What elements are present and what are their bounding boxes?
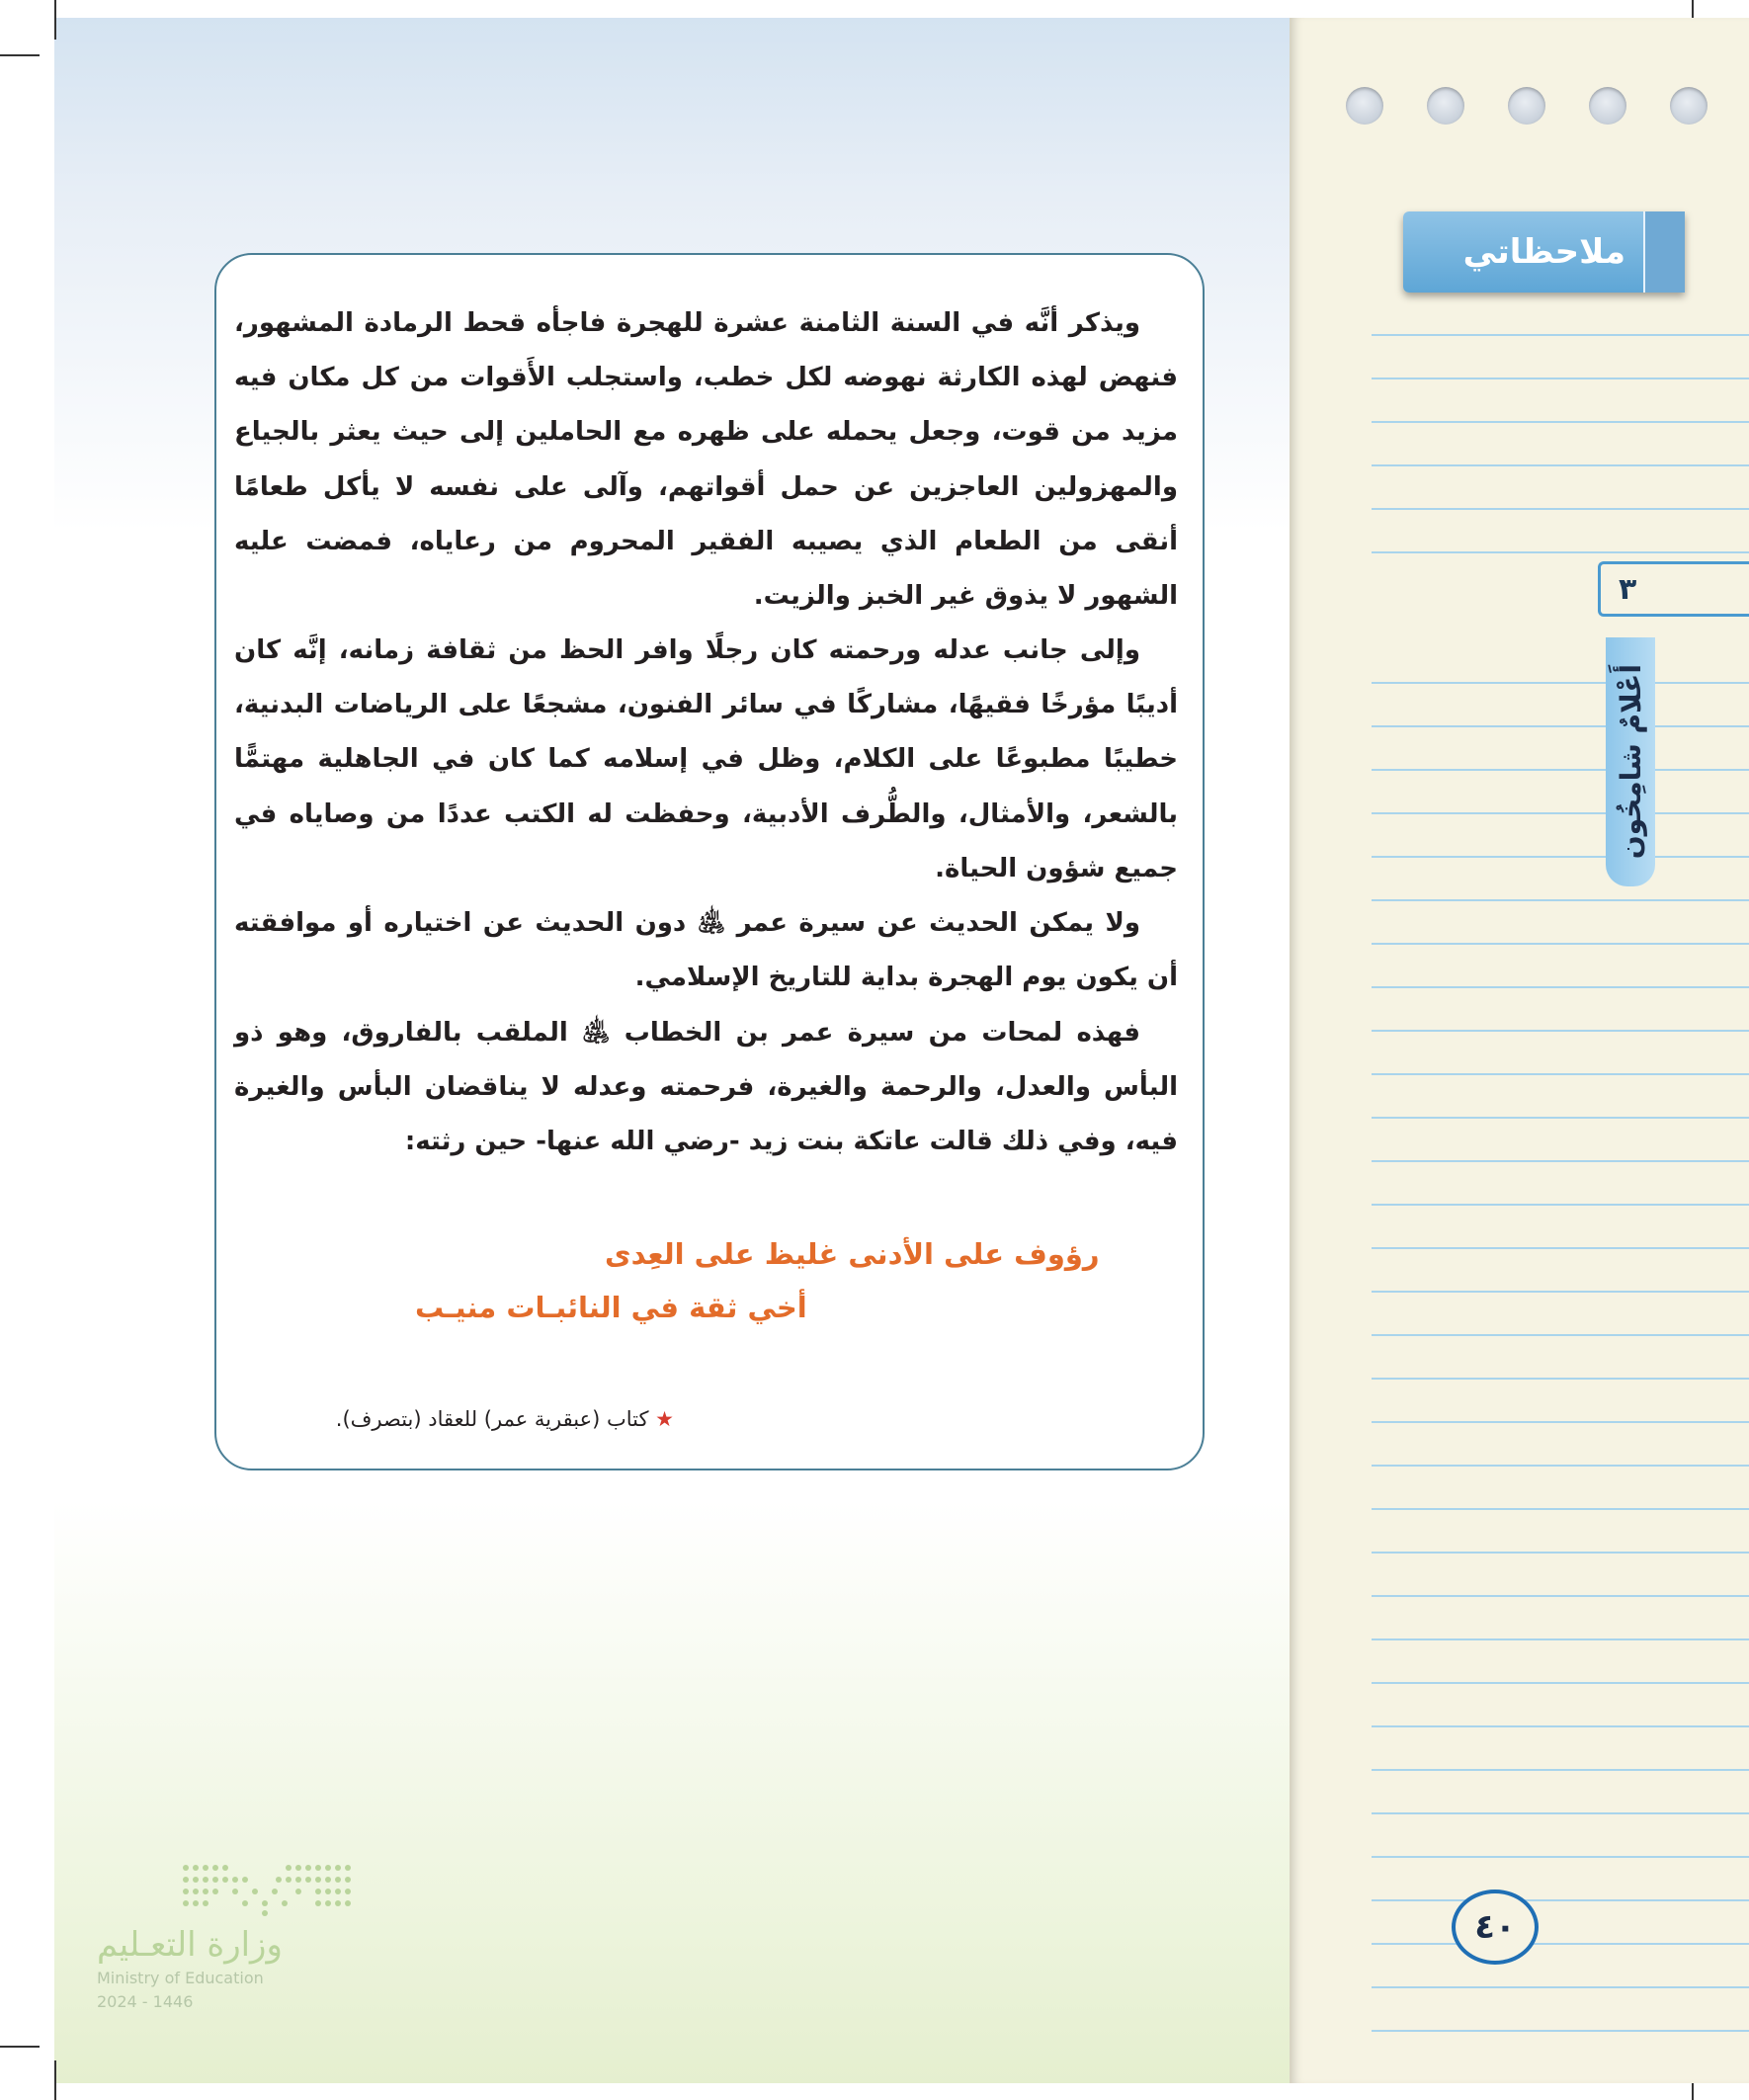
binder-hole <box>1508 87 1545 125</box>
page-number <box>1452 1890 1539 1965</box>
binder-hole <box>1427 87 1464 125</box>
logo-name-en: Ministry of Education <box>97 1969 264 1987</box>
star-icon: ★ <box>655 1407 674 1431</box>
verse-line-2: أخي ثقة في النائبـات منيـب <box>415 1291 807 1324</box>
paragraph-culture: وإلى جانب عدله ورحمته كان رجلًا وافر الحظ من ثقافة زمانه، إنَّه كان أديبًا مؤرخًا فقيهًا، مشاركًا في سائر الفنون، مشجعًا على الرياضات البدنية، خطيبًا مطبوعًا على الكلام، وظل في إسلامه كما كان في الجاهلية مهتمًّا بالشعر، والأمثال، والطُّرف الأدبية، وحفظت له الكتب عددًا من وصاياه في جميع شؤون الحياة. <box>234 635 1178 883</box>
binder-hole <box>1589 87 1626 125</box>
source-citation <box>247 1407 674 1431</box>
binder-hole <box>1670 87 1707 125</box>
source-text: كتاب (عبقرية عمر) للعقاد (بتصرف). <box>335 1407 649 1431</box>
paragraph-summary: فهذه لمحات من سيرة عمر بن الخطاب ﵁ الملقب بالفاروق، وهو ذو البأس والعدل، والرحمة والغيرة، فرحمته وعدله لا يناقضان البأس والغيرة فيه، وفي ذلك قالت عاتكة بنت زيد -رضي الله عنها- حين رثته: <box>234 1018 1178 1157</box>
unit-title: أَعْلامٌ شامِخُون <box>1614 664 1647 860</box>
notes-panel <box>1290 18 1749 2083</box>
verse-line-1: رؤوف على الأدنى غليظ على العِدى <box>605 1237 1100 1271</box>
ministry-logo <box>97 1860 364 2018</box>
binder-hole <box>1346 87 1383 125</box>
paragraph-famine: ويذكر أنَّه في السنة الثامنة عشرة للهجرة فاجأه قحط الرمادة المشهور، فنهض لهذه الكارثة نهوضه لكل خطب، واستجلب الأَقوات من كل مكان فيه مزيد من قوت، وجعل يحمله على ظهره مع الحاملين إلى حيث يعثر بالجياع والمهزولين العاجزين عن حمل أقواتهم، وآلى على نفسه لا يأكل طعامًا أنقى من الطعام الذي يصيبه الفقير المحروم من رعاياه، فمضت عليه الشهور لا يذوق غير الخبز والزيت. <box>234 308 1178 612</box>
notes-title-tag <box>1403 211 1685 293</box>
unit-title-ribbon <box>1606 637 1655 886</box>
notes-title: ملاحظاتي <box>1462 232 1625 272</box>
crop-mark <box>0 54 40 56</box>
logo-year: 2024 - 1446 <box>97 1992 194 2011</box>
paragraph-hijri-calendar: ولا يمكن الحديث عن سيرة عمر ﵁ دون الحديث عن اختياره أو موافقته أن يكون يوم الهجرة بداية للتاريخ الإسلامي. <box>234 908 1178 993</box>
unit-number-tab <box>1598 561 1749 617</box>
page-number-text: ٤٠ <box>1474 1907 1516 1947</box>
crop-mark <box>54 0 56 40</box>
crop-mark <box>54 2060 56 2100</box>
unit-number: ٣ <box>1619 571 1637 607</box>
logo-name-ar: وزارة التعـليم <box>97 1925 283 1965</box>
logo-dots-icon <box>180 1860 358 1917</box>
crop-mark <box>0 2046 40 2048</box>
